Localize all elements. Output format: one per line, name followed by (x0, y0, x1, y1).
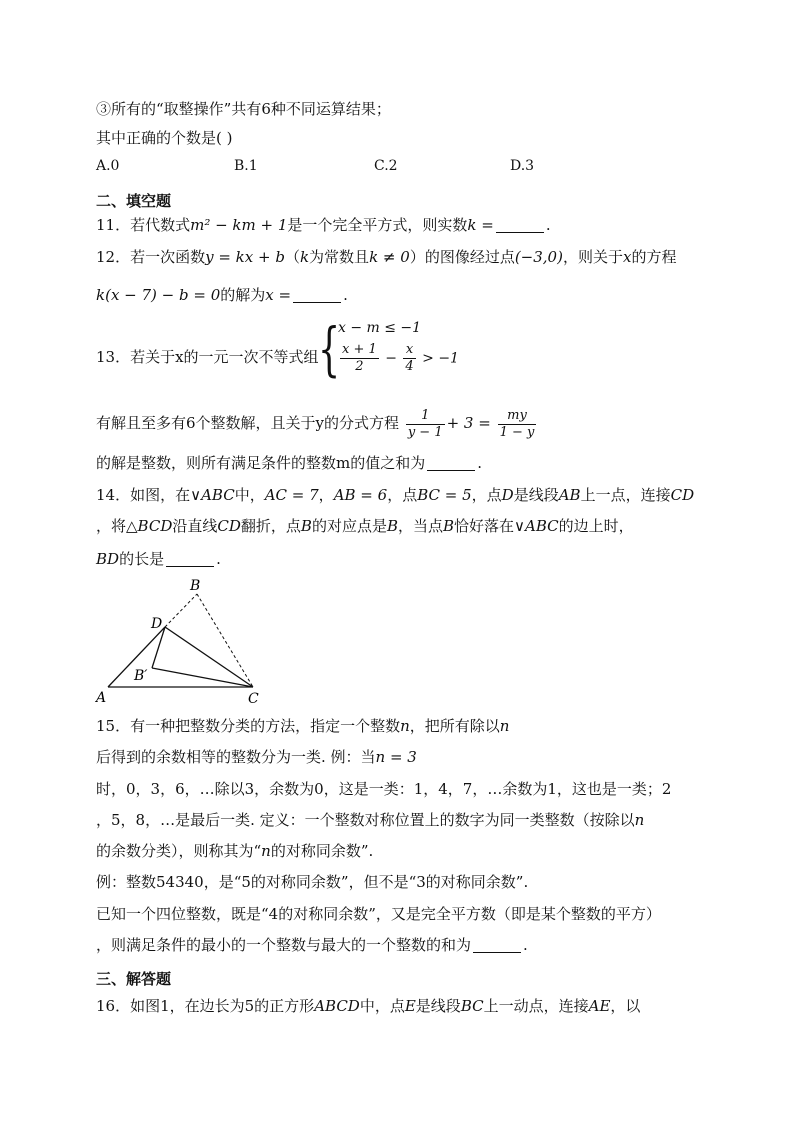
answer-blank (496, 216, 544, 233)
question-15-line3: 时，0，3，6，…除以3，余数为0，这是一类：1，4，7，…余数为1，这也是一类；2 (96, 780, 672, 798)
triangle-figure (90, 572, 280, 707)
answer-blank (427, 454, 475, 471)
label-b: B (190, 578, 201, 594)
choice-d: D.3 (510, 158, 535, 174)
question-15-line6: 例：整数54340，是“5的对称同余数”，但不是“3的对称同余数”. (96, 873, 529, 891)
inequality-2: $\frac{x + 1}{2}$ − $\frac{x}{4}$ > −1 (342, 342, 459, 374)
answer-blank (293, 286, 341, 303)
question-15-line1: 15．有一种把整数分类的方法，指定一个整数n，把所有除以n (96, 717, 510, 735)
segment-dc (165, 627, 253, 687)
answer-blank (473, 936, 521, 953)
question-12-line1: 12．若一次函数y = kx + b（k为常数且k ≠ 0）的图像经过点(−3,0)，则关于x的方程 (96, 248, 677, 266)
label-b-prime: B′ (134, 668, 148, 684)
question-16-line1: 16．如图1，在边长为5的正方形ABCD中，点E是线段BC上一动点，连接AE，以 (96, 997, 641, 1015)
brace: { (318, 315, 341, 383)
question-15-line8: ，则满足条件的最小的一个整数与最大的一个整数的和为 . (96, 936, 528, 954)
q10-question: 其中正确的个数是( ) (96, 129, 233, 147)
choice-c: C.2 (374, 158, 398, 174)
question-13-line2: 有解且至多有6个整数解，且关于y的分式方程 $\frac{1}{y - 1}$ + 3 = $\frac{my}{1 - y}$ (96, 407, 535, 440)
question-13-line1: 13．若关于x的一元一次不等式组 (96, 348, 319, 366)
choice-a: A.0 (96, 158, 120, 174)
question-11: 11．若代数式m² − km + 1是一个完全平方式，则实数k = . (96, 216, 551, 234)
question-15-line4: ，5，8，…是最后一类. 定义：一个整数对称位置上的数字为同一类整数（按除以n (96, 811, 645, 829)
question-14-line3: BD的长是 . (96, 550, 221, 568)
section-answer-title: 三、解答题 (96, 970, 172, 988)
section-fill-in-title: 二、填空题 (96, 192, 172, 210)
question-12-line2: k(x − 7) − b = 0的解为x = . (96, 286, 348, 304)
question-15-line5: 的余数分类），则称其为“n的对称同余数”. (96, 842, 374, 860)
question-14-line1: 14．如图，在∨ABC中，AC = 7，AB = 6，点BC = 5，点D是线段AB上一点，连接CD (96, 486, 695, 504)
segment-bc-dashed (197, 594, 253, 687)
segment-bc-folded (152, 668, 253, 687)
question-15-line2: 后得到的余数相等的整数分为一类. 例：当n = 3 (96, 748, 417, 766)
question-14-line2: ，将△BCD沿直线CD翻折，点B的对应点是B，当点B恰好落在∨ABC的边上时， (96, 517, 634, 535)
label-d: D (151, 616, 163, 632)
question-15-line7: 已知一个四位整数，既是“4的对称同余数”，又是完全平方数（即是某个整数的平方） (96, 905, 661, 923)
label-a: A (96, 690, 107, 706)
question-13-line3: 的解是整数，则所有满足条件的整数m的值之和为 . (96, 454, 483, 472)
answer-blank (166, 550, 214, 567)
q10-statement-3: ③所有的“取整操作”共有6种不同运算结果； (96, 100, 391, 118)
segment-db-dashed (165, 594, 197, 627)
label-c: C (248, 691, 259, 707)
choice-b: B.1 (234, 158, 258, 174)
